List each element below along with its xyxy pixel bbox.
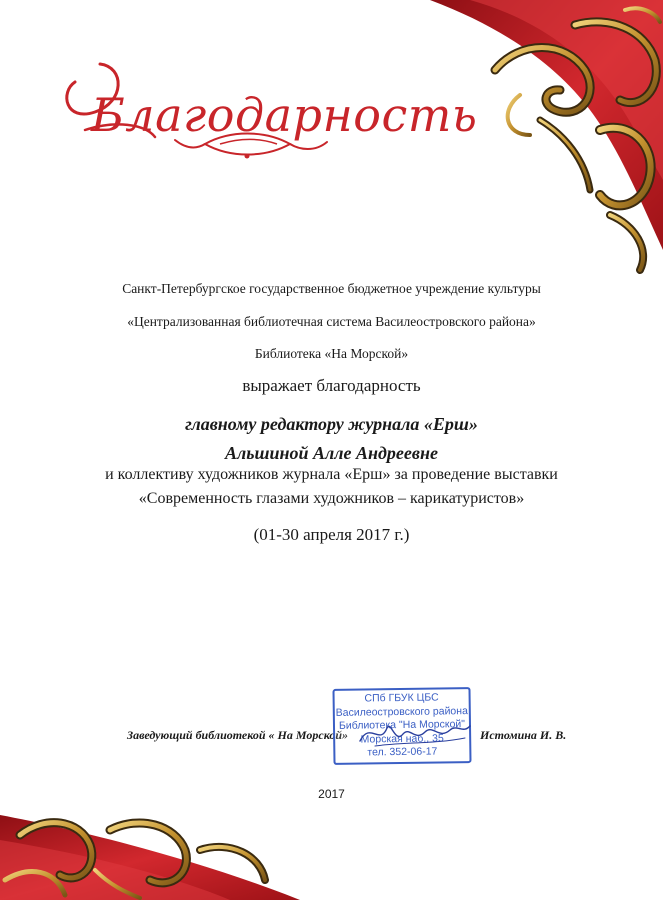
exhibition-title: «Современность глазами художников – карикатуристов» (138, 490, 525, 507)
title-text: Благодарность (91, 88, 478, 142)
collective-line: и коллективу художников журнала «Ерш» за проведение выставки (105, 466, 558, 483)
organization-line-1: Санкт-Петербургское государственное бюджетное учреждение культуры (122, 281, 541, 296)
stamp-line-2: Василеостровского района (335, 704, 468, 719)
document-year: 2017 (318, 787, 345, 801)
signatory-name: Истомина И. В. (480, 728, 567, 742)
exhibition-dates: (01-30 апреля 2017 г.) (253, 525, 410, 544)
library-name: Библиотека «На Морской» (254, 346, 409, 361)
recipient-name: Альшиной Алле Андреевне (225, 443, 438, 463)
stamp-line-3: Библиотека "На Морской" (338, 718, 466, 732)
organization-line-2: «Централизованная библиотечная система Василеостровского района» (127, 314, 536, 329)
certificate-title (55, 52, 478, 172)
expresses-thanks: выражает благодарность (242, 376, 421, 395)
stamp-line-4: Морская наб., 35 (360, 731, 444, 746)
handwritten-signature (355, 716, 475, 752)
stamp-line-1: СПб ГБУК ЦБС (364, 691, 439, 705)
recipient-title: главному редактору журнала «Ерш» (185, 414, 478, 434)
signatory-position: Заведующий библиотекой « На Морской» (127, 728, 349, 742)
stamp-line-5: тел. 352-06-17 (367, 745, 438, 759)
